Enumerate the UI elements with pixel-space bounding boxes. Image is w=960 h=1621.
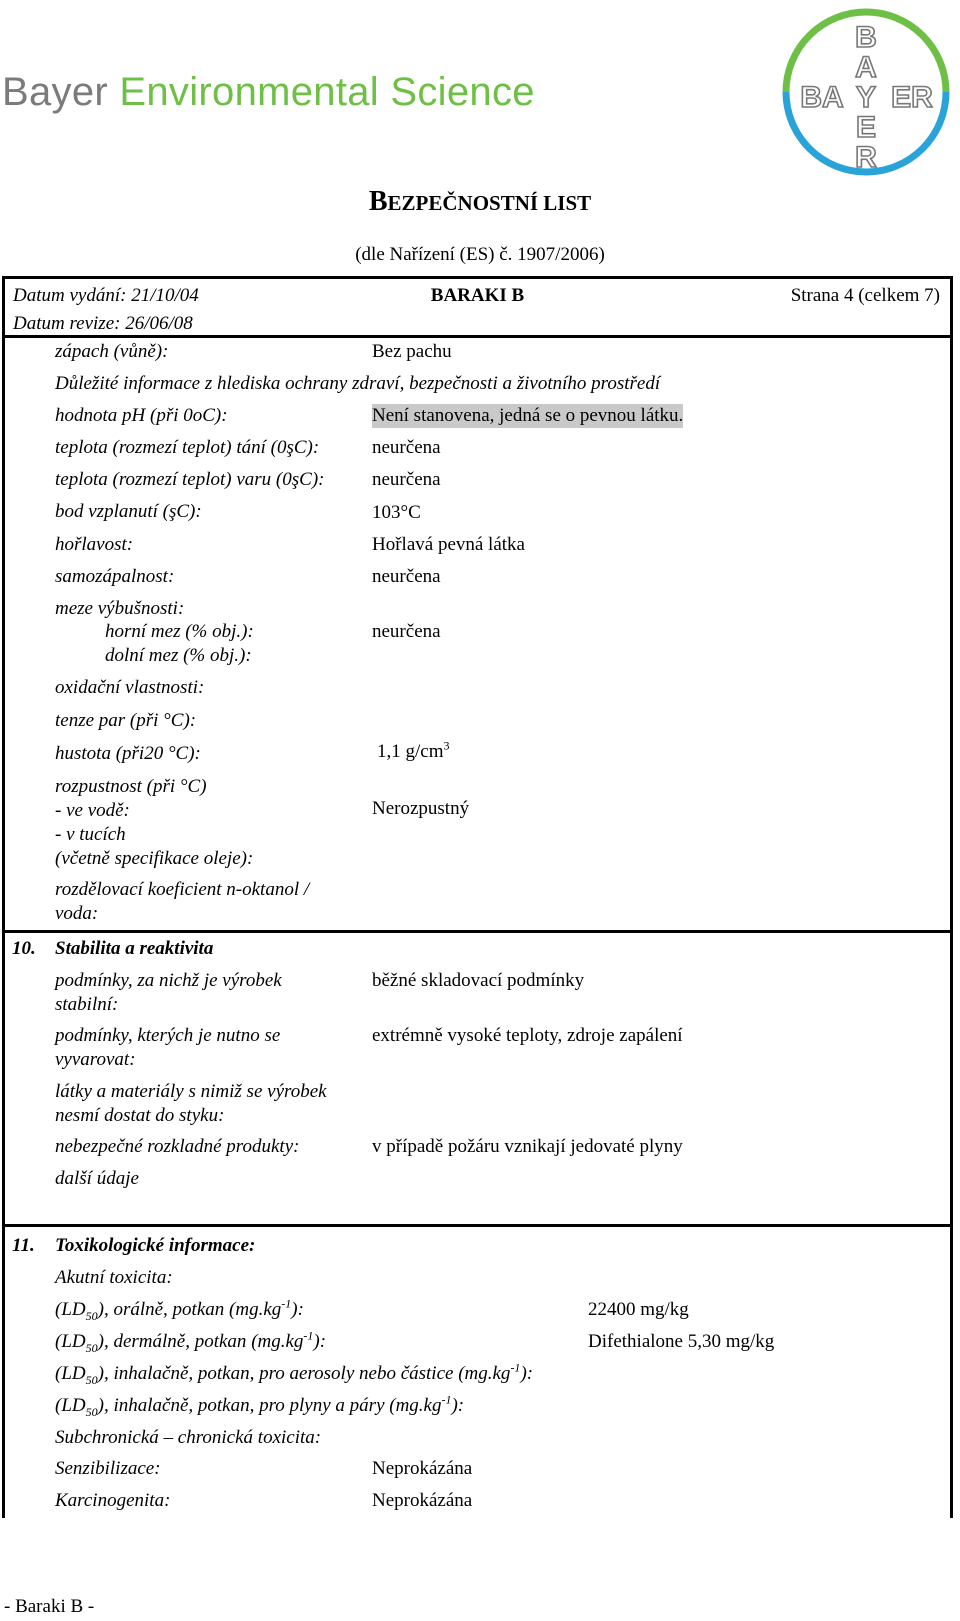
ld50-inhalation-gas-label: $(LD_{50})$, inhalačně, potkan, pro plyny a páry $(mg.kg^{-1})$: xyxy=(55,1392,465,1419)
logo-letters-ba: BA xyxy=(800,81,844,114)
oxidizing-label: oxidační vlastnosti: xyxy=(55,677,205,698)
subchronic-toxicity-label: Subchronická – chronická toxicita: xyxy=(55,1427,322,1448)
ld50-dermal-value: Difethialone 5,30 mg/kg xyxy=(588,1331,775,1352)
ld50-oral-value: 22400 mg/kg xyxy=(588,1299,689,1320)
section-11-number: 11. xyxy=(12,1235,35,1256)
issue-date: Datum vydání: 21/10/04 xyxy=(13,285,199,306)
section-11-title: Toxikologické informace: xyxy=(55,1235,256,1256)
stable-conditions-label-2: stabilní: xyxy=(55,994,119,1015)
product-name: BARAKI B xyxy=(430,285,525,306)
upper-limit-label: horní mez (% obj.): xyxy=(105,621,254,642)
avoid-conditions-label: podmínky, kterých je nutno se xyxy=(55,1025,281,1046)
density-value: 1,1 $g/cm^3$ xyxy=(377,738,450,762)
other-info-label: další údaje xyxy=(55,1168,139,1189)
fat-solubility-label-2: (včetně specifikace oleje): xyxy=(55,848,254,869)
logo-letter-e: E xyxy=(855,111,877,144)
flammability-value: Hořlavá pevná látka xyxy=(372,534,525,555)
ld50-oral-label: $(LD_{50})$, orálně, potkan $(mg.kg^{-1})$: xyxy=(55,1296,304,1323)
section-10-title: Stabilita a reaktivita xyxy=(55,938,214,959)
document-header xyxy=(2,276,953,338)
carcinogenicity-label: Karcinogenita: xyxy=(55,1490,171,1511)
section-10-number: 10. xyxy=(12,938,36,959)
flash-point-value: 103°C xyxy=(372,502,421,523)
ld50-inhalation-aerosol-label: $(LD_{50})$, inhalačně, potkan, pro aerosoly nebo částice $(mg.kg^{-1})$: xyxy=(55,1360,534,1387)
boiling-point-label: teplota (rozmezí teplot) varu (0şC): xyxy=(55,469,325,490)
ph-value: Není stanovena, jedná se o pevnou látku. xyxy=(372,405,684,426)
page-footer: - Baraki B - xyxy=(4,1596,95,1617)
brand-wordmark xyxy=(2,70,535,115)
sensitization-label: Senzibilizace: xyxy=(55,1458,161,1479)
upper-limit-value: neurčena xyxy=(372,621,441,642)
acute-toxicity-label: Akutní toxicita: xyxy=(55,1267,173,1288)
page-number: Strana 4 (celkem 7) xyxy=(790,285,940,306)
avoid-conditions-value: extrémně vysoké teploty, zdroje zapálení xyxy=(372,1025,683,1046)
boiling-point-value: neurčena xyxy=(372,469,441,490)
autoignition-label: samozápalnost: xyxy=(55,566,175,587)
page-subtitle: (dle Nařízení (ES) č. 1907/2006) xyxy=(355,244,605,265)
logo-letter-r: R xyxy=(855,141,877,174)
partition-coefficient-label-2: voda: xyxy=(55,903,99,924)
odor-label: zápach (vůně): xyxy=(55,341,169,362)
lower-limit-label: dolní mez (% obj.): xyxy=(105,645,252,666)
incompatible-materials-label-2: nesmí dostat do styku: xyxy=(55,1105,225,1126)
autoignition-value: neurčena xyxy=(372,566,441,587)
divider-section-11 xyxy=(2,1224,953,1227)
logo-letter-b: B xyxy=(855,21,877,54)
ld50-dermal-label: $(LD_{50})$, dermálně, potkan $(mg.kg^{-1})$: xyxy=(55,1328,327,1355)
flash-point-label: bod vzplanutí (şC): xyxy=(55,501,202,522)
incompatible-materials-label: látky a materiály s nimiž se výrobek xyxy=(55,1081,327,1102)
logo-letter-y: Y xyxy=(855,81,877,114)
stable-conditions-label: podmínky, za nichž je výrobek xyxy=(55,970,282,991)
water-solubility-value: Nerozpustný xyxy=(372,798,470,819)
stable-conditions-value: běžné skladovací podmínky xyxy=(372,970,585,991)
logo-letter-a: A xyxy=(855,51,877,84)
flammability-label: hořlavost: xyxy=(55,534,134,555)
decomposition-products-value: v případě požáru vznikají jedovaté plyny xyxy=(372,1136,683,1157)
explosion-limits-label: meze výbušnosti: xyxy=(55,598,185,619)
melting-point-label: teplota (rozmezí teplot) tání (0şC): xyxy=(55,437,320,458)
partition-coefficient-label: rozdělovací koeficient n-oktanol / xyxy=(55,879,310,900)
density-label: hustota (při20 °C): xyxy=(55,743,201,764)
logo-letters-er: ER xyxy=(891,81,933,114)
frame-left-border xyxy=(2,338,5,1518)
solubility-label: rozpustnost (při °C) xyxy=(55,776,207,797)
important-info-heading: Důležité informace z hlediska ochrany zdraví, bezpečnosti a životního prostředí xyxy=(55,373,661,394)
frame-right-border xyxy=(950,338,953,1518)
revision-date: Datum revize: 26/06/08 xyxy=(13,313,193,334)
carcinogenicity-value: Neprokázána xyxy=(372,1490,473,1511)
fat-solubility-label: - v tucích xyxy=(55,824,126,845)
sensitization-value: Neprokázána xyxy=(372,1458,473,1479)
odor-value: Bez pachu xyxy=(372,341,452,362)
page-title: BEZPEČNOSTNÍ LIST xyxy=(368,186,592,217)
ph-label: hodnota pH (při 0oC): xyxy=(55,405,228,426)
divider-section-10 xyxy=(2,930,953,933)
water-solubility-label: - ve vodě: xyxy=(55,800,130,821)
melting-point-value: neurčena xyxy=(372,437,441,458)
vapor-pressure-label: tenze par (při °C): xyxy=(55,710,197,731)
brand-part-bayer: Bayer xyxy=(2,70,120,114)
bayer-cross-logo-icon xyxy=(778,4,954,180)
avoid-conditions-label-2: vyvarovat: xyxy=(55,1049,136,1070)
brand-part-environmental-science: Environmental Science xyxy=(119,70,535,114)
decomposition-products-label: nebezpečné rozkladné produkty: xyxy=(55,1136,300,1157)
